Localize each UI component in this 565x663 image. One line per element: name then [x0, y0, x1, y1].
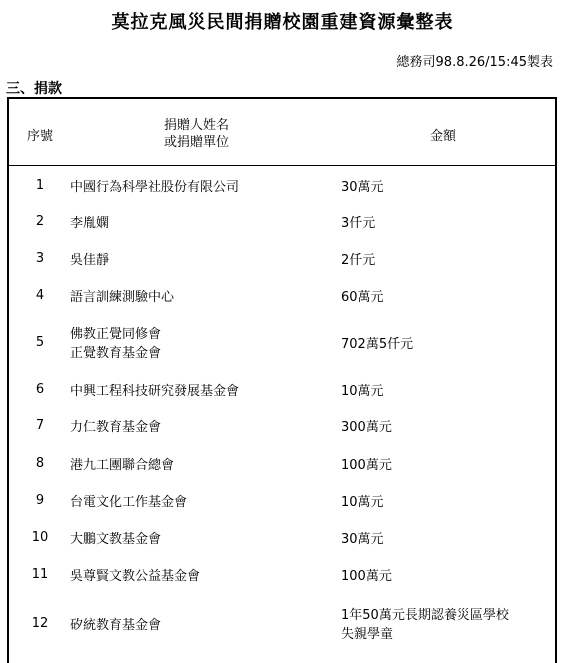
header-serial-number: 序號: [26, 129, 53, 144]
row-donor-name: [70, 418, 161, 437]
amount-line: 10萬元: [341, 494, 384, 510]
amount-line: 失親學童: [341, 627, 394, 642]
table-row: [9, 606, 555, 644]
row-amount: [341, 606, 509, 644]
row-donor-name: [70, 325, 161, 363]
row-serial-number: 7: [35, 417, 45, 433]
donor-name-line: 台電文化工作基金會: [70, 494, 188, 510]
donor-name-line: 吳尊賢文教公益基金會: [70, 568, 201, 584]
amount-line: 2仟元: [341, 252, 376, 268]
header-donor-name: [164, 117, 229, 151]
table-row: [9, 288, 555, 307]
amount-line: 30萬元: [341, 179, 384, 195]
row-donor-name: [70, 616, 161, 635]
table-row: [9, 418, 555, 437]
row-donor-name: [70, 178, 239, 197]
row-donor-name: [70, 251, 109, 270]
row-serial-number: 10: [31, 529, 49, 545]
header-donor-name-line1: 捐贈人姓名: [164, 118, 230, 133]
row-amount: [341, 567, 392, 586]
amount-line: 3仟元: [341, 215, 376, 231]
row-donor-name: [70, 530, 161, 549]
table-header: [9, 99, 555, 166]
row-amount: [341, 493, 384, 512]
donor-name-line: 吳佳靜: [70, 252, 110, 268]
row-amount: [341, 456, 392, 475]
row-serial-number: 12: [31, 615, 49, 631]
page-title: 莫拉克風災民間捐贈校園重建資源彙整表: [111, 12, 454, 33]
table-row: [9, 251, 555, 270]
amount-line: 100萬元: [341, 457, 392, 473]
amount-line: 10萬元: [341, 383, 384, 399]
row-amount: [341, 251, 375, 270]
row-amount: [341, 530, 384, 549]
header-amount: 金額: [430, 129, 457, 144]
table-row: [9, 456, 555, 475]
row-serial-number: 4: [35, 287, 45, 303]
table-row: [9, 567, 555, 586]
amount-line: 60萬元: [341, 289, 384, 305]
donor-name-line: 李胤嫻: [70, 215, 110, 231]
amount-line: 702萬5仟元: [341, 336, 414, 352]
row-amount: [341, 214, 375, 233]
donation-table: [7, 97, 557, 663]
row-donor-name: [70, 567, 200, 586]
row-donor-name: [70, 288, 174, 307]
amount-line: 1年50萬元長期認養災區學校: [341, 608, 509, 623]
row-serial-number: 3: [35, 250, 45, 266]
header-donor-name-line2: 或捐贈單位: [164, 135, 230, 150]
row-donor-name: [70, 382, 239, 401]
row-serial-number: 1: [35, 177, 45, 193]
row-amount: [341, 178, 384, 197]
section-title: 三、捐款: [6, 81, 62, 97]
donor-name-line: 大鵬文教基金會: [70, 531, 162, 547]
row-serial-number: 6: [35, 381, 45, 397]
table-row: [9, 214, 555, 233]
amount-line: 100萬元: [341, 568, 392, 584]
donor-name-line: 正覺教育基金會: [70, 346, 162, 361]
row-donor-name: [70, 214, 109, 233]
row-donor-name: [70, 493, 187, 512]
donor-name-line: 中國行為科學社股份有限公司: [70, 179, 240, 195]
donor-name-line: 矽統教育基金會: [70, 617, 162, 633]
row-serial-number: 8: [35, 455, 45, 471]
donor-name-line: 語言訓練測驗中心: [70, 289, 175, 305]
donor-name-line: 中興工程科技研究發展基金會: [70, 383, 240, 399]
row-amount: [341, 418, 392, 437]
table-row: [9, 178, 555, 197]
row-serial-number: 5: [35, 334, 45, 350]
row-serial-number: 9: [35, 492, 45, 508]
table-row: [9, 382, 555, 401]
row-amount: [341, 382, 384, 401]
donor-name-line: 港九工團聯合總會: [70, 457, 175, 473]
amount-line: 30萬元: [341, 531, 384, 547]
created-by-timestamp: 總務司98.8.26/15:45製表: [396, 55, 553, 70]
table-row: [9, 493, 555, 512]
row-donor-name: [70, 456, 174, 475]
amount-line: 300萬元: [341, 419, 392, 435]
table-row: [9, 530, 555, 549]
row-amount: [341, 335, 413, 354]
table-row: [9, 325, 555, 363]
row-serial-number: 11: [31, 566, 49, 582]
row-amount: [341, 288, 384, 307]
donor-name-line: 力仁教育基金會: [70, 419, 162, 435]
row-serial-number: 2: [35, 213, 45, 229]
donor-name-line: 佛教正覺同修會: [70, 327, 162, 342]
